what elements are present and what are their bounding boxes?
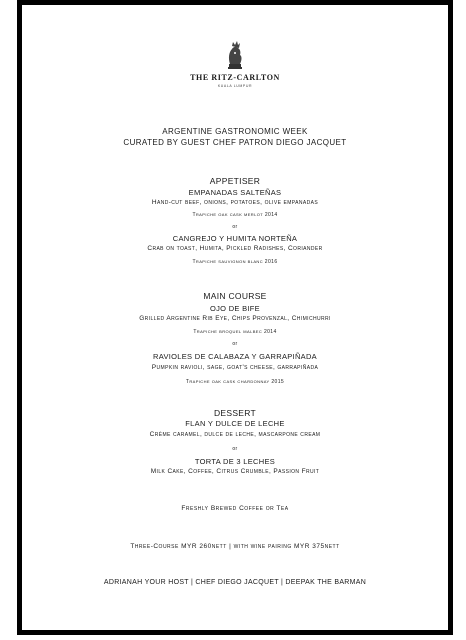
logo [22, 40, 448, 72]
or-divider: or [232, 341, 238, 347]
event-subtitle: CURATED BY GUEST CHEF PATRON DIEGO JACQUET [123, 138, 347, 147]
main-course-heading: MAIN COURSE [203, 291, 267, 301]
brand-location: KUALA LUMPUR [217, 84, 253, 88]
wine-pairing: Trapiche oak cask chardonnay 2015 [185, 379, 285, 385]
dish-name: TORTA DE 3 LECHES [194, 457, 276, 466]
lion-crown-icon [224, 40, 246, 70]
menu-card [17, 0, 453, 635]
dish-name: CANGREJO Y HUMITA NORTEÑA [172, 234, 298, 243]
wine-pairing: Trapiche oak cask merlot 2014 [192, 212, 278, 218]
dessert-heading: DESSERT [213, 408, 257, 418]
dish-description: Grilled Argentine Rib Eye, Chips Provenzal, Chimichurri [139, 315, 331, 322]
coffee-note: Freshly Brewed Coffee or Tea [181, 505, 289, 512]
wine-pairing: Trapiche broquel malbec 2014 [193, 329, 277, 335]
dish-name: EMPANADAS SALTEÑAS [188, 188, 282, 197]
dish-description: Pumpkin ravioli, sage, goat's cheese, garrapiñada [151, 364, 319, 371]
hosts-line: ADRIANAH YOUR HOST | CHEF DIEGO JACQUET | DEEPAK THE BARMAN [103, 579, 367, 586]
or-divider: or [232, 446, 238, 452]
brand-name: THE RITZ-CARLTON [190, 73, 280, 82]
wine-pairing: Trapiche sauvignon blanc 2016 [192, 259, 278, 265]
dish-description: Crème caramel, dulce de leche, mascarpone cream [149, 431, 321, 438]
appetiser-heading: APPETISER [209, 176, 261, 186]
dish-name: FLAN Y DULCE DE LECHE [185, 419, 285, 428]
dish-name: OJO DE BIFE [210, 304, 260, 313]
dish-description: Milk Cake, Coffee, Citrus Crumble, Passion Fruit [150, 468, 320, 475]
or-divider: or [232, 224, 238, 230]
dish-description: Crab on toast, Humita, Pickled Radishes, Coriander [147, 245, 323, 252]
price-line: Three-Course MYR 260nett | with wine pairing MYR 375nett [130, 543, 340, 550]
dish-description: Hand-cut beef, onions, potatoes, olive empanadas [151, 199, 319, 206]
event-title: ARGENTINE GASTRONOMIC WEEK [162, 127, 308, 136]
dish-name: RAVIOLES DE CALABAZA Y GARRAPIÑADA [152, 352, 317, 361]
